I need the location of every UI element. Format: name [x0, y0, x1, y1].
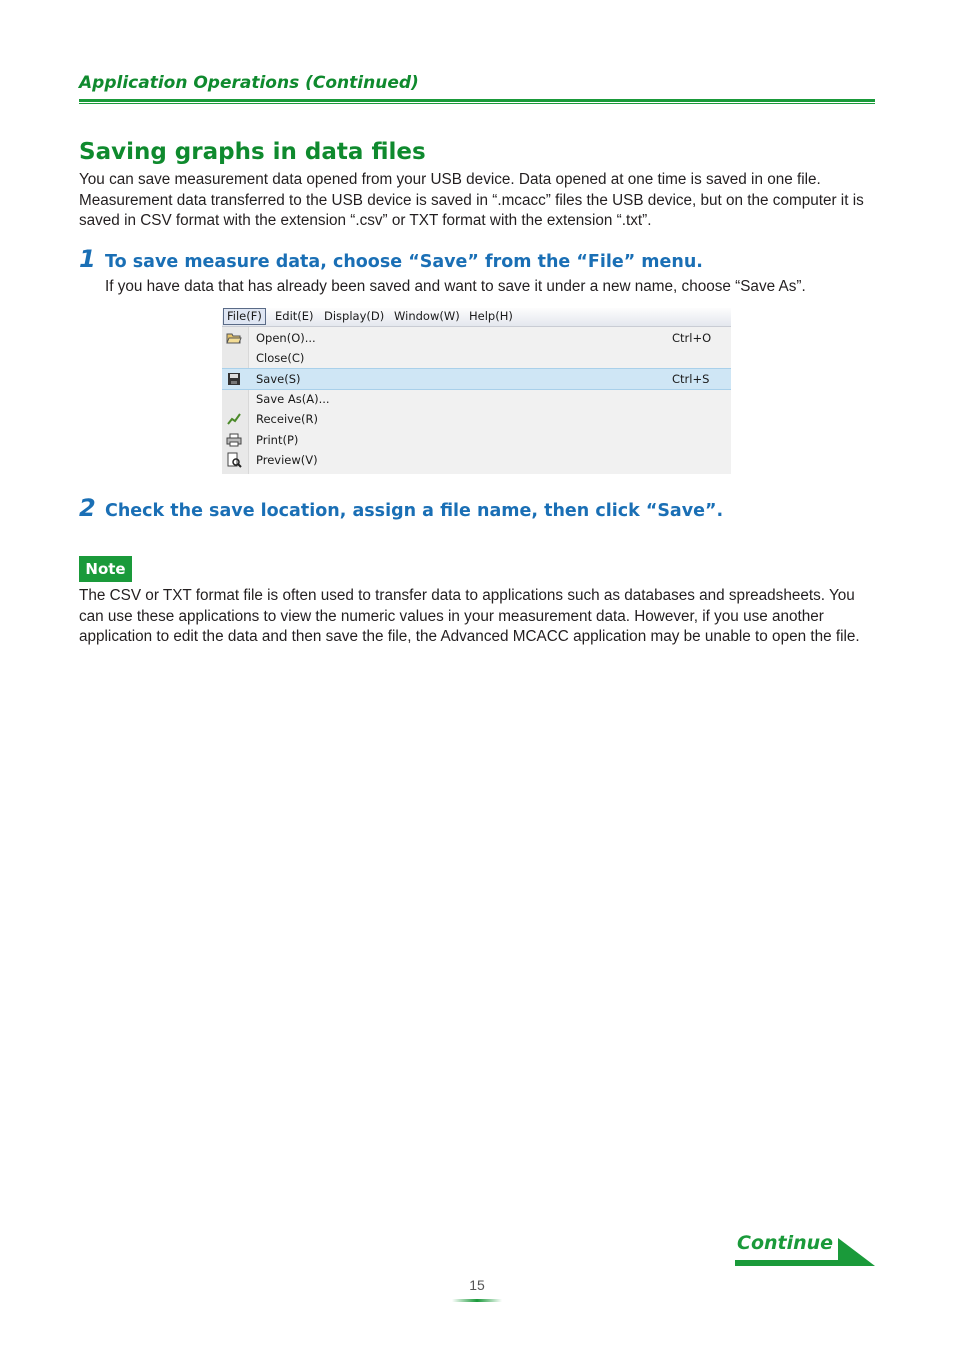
menu-item-label: Print(P) — [256, 433, 299, 447]
section-title: Saving graphs in data files — [79, 139, 426, 165]
running-header: Application Operations (Continued) — [79, 73, 419, 93]
continue-link[interactable] — [735, 1232, 875, 1268]
menu-item-shortcut: Ctrl+O — [672, 331, 712, 345]
step-1-detail: If you have data that has already been saved and want to save it under a new name, choose “Save As”. — [105, 278, 806, 295]
menu-item-save[interactable] — [222, 368, 731, 390]
page-number-underline — [452, 1299, 502, 1302]
menu-item-label: Open(O)... — [256, 331, 316, 345]
step-text: To save measure data, choose “Save” from the “File” menu. — [105, 252, 703, 272]
menu-item-label: Save As(A)... — [256, 392, 330, 406]
note-paragraph: The CSV or TXT format file is often used to transfer data to applications such as databases and spreadsheets. You can use these applications to view the numeric values in your measurement data. However, if you use another application to edit the data and then save the file, the Advanced MCACC application may be unable to open the file. — [79, 587, 860, 645]
menubar — [222, 308, 731, 327]
step-1 — [79, 245, 703, 273]
file-menu-screenshot — [222, 308, 731, 474]
intro-paragraph: You can save measurement data opened from your USB device. Data opened at one time is saved in one file. Measurement data transferred to the USB device is saved in “.mcacc” files the USB device, but on the computer it is saved in CSV format with the extension “.csv” or TXT format with the extension “.txt”. — [79, 171, 864, 229]
menu-item-receive[interactable] — [222, 409, 731, 429]
menu-item-shortcut: Ctrl+S — [672, 372, 710, 386]
menu-item-preview[interactable] — [222, 450, 731, 470]
step-2 — [79, 494, 723, 522]
header-rule — [79, 99, 875, 102]
menu-item-close[interactable] — [222, 348, 731, 368]
menubar-item-edit[interactable]: Edit(E) — [275, 309, 314, 323]
menu-item-label: Close(C) — [256, 351, 305, 365]
continue-label: Continue — [737, 1232, 834, 1254]
menu-item-label: Save(S) — [256, 372, 301, 386]
printer-icon — [226, 432, 242, 448]
step-number: 2 — [79, 494, 96, 522]
continue-arrow-icon — [838, 1238, 875, 1266]
continue-underline — [735, 1260, 845, 1266]
preview-icon — [226, 452, 242, 468]
menubar-item-file[interactable]: File(F) — [223, 308, 266, 325]
menu-item-save-as[interactable] — [222, 389, 731, 409]
menu-item-print[interactable] — [222, 430, 731, 450]
menu-item-label: Preview(V) — [256, 453, 318, 467]
note-badge: Note — [79, 556, 132, 582]
graph-icon — [226, 411, 242, 427]
header-rule-thin — [79, 103, 875, 104]
menubar-item-display[interactable]: Display(D) — [324, 309, 385, 323]
step-number: 1 — [79, 245, 96, 273]
menu-item-label: Receive(R) — [256, 412, 318, 426]
menu-item-open[interactable] — [222, 328, 731, 348]
menubar-item-help[interactable]: Help(H) — [469, 309, 513, 323]
menubar-item-window[interactable]: Window(W) — [394, 309, 460, 323]
floppy-disk-icon — [226, 371, 242, 387]
step-text: Check the save location, assign a file name, then click “Save”. — [105, 501, 724, 521]
folder-open-icon — [226, 330, 242, 346]
page-number: 15 — [469, 1277, 485, 1293]
